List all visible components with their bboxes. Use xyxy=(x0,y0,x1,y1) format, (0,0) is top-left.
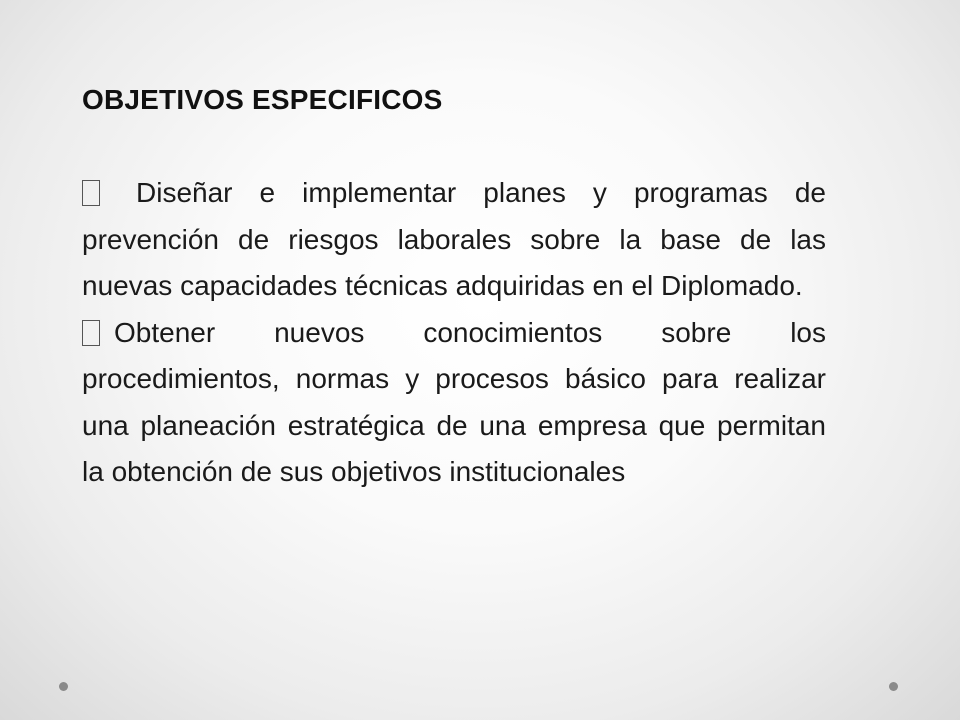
bullet-item xyxy=(82,310,826,496)
bullet-item xyxy=(82,170,826,310)
missing-glyph-icon xyxy=(82,180,100,206)
bullet-text: Obtener nuevos conocimientos sobre los procedimientos, normas y procesos básico para realizar una planeación estratégica de una empresa que permitan la obtención de sus objetivos institucionales xyxy=(82,316,826,487)
decorative-dot-icon xyxy=(59,682,68,691)
slide-title: OBJETIVOS ESPECIFICOS xyxy=(82,84,443,115)
bullet-text: Diseñar e implementar planes y programas de prevención de riesgos laborales sobre la base de las nuevas capacidades técnicas adquiridas en el Diplomado. xyxy=(82,177,826,301)
missing-glyph-icon xyxy=(82,320,100,346)
bullet-list xyxy=(82,170,826,496)
decorative-dot-icon xyxy=(889,682,898,691)
